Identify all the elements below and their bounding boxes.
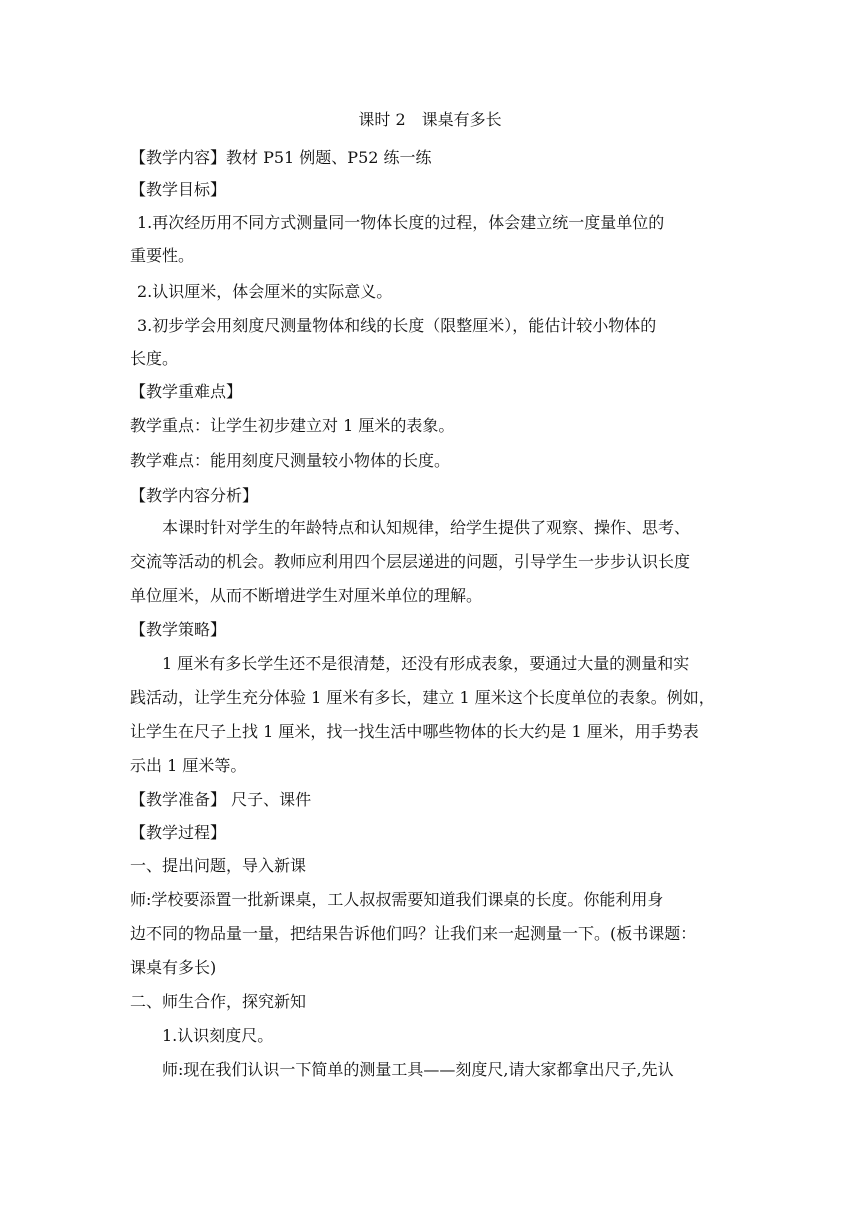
teacher-speech-2-line-1: 师:现在我们认识一下简单的测量工具——刻度尺,请大家都拿出尺子,先认 [162, 1060, 674, 1079]
teacher-speech-1-line-1: 师:学校要添置一批新课桌，工人叔叔需要知道我们课桌的长度。你能利用身 [130, 890, 664, 909]
teacher-speech-1-line-3: 课桌有多长) [130, 958, 217, 977]
strategy-line-1: 1 厘米有多长学生还不是很清楚，还没有形成表象，要通过大量的测量和实 [162, 654, 690, 673]
process-heading: 【教学过程】 [130, 823, 227, 842]
analysis-line-1: 本课时针对学生的年龄特点和认知规律，给学生提供了观察、操作、思考、 [162, 518, 691, 537]
strategy-line-2: 践活动，让学生充分体验 1 厘米有多长，建立 1 厘米这个长度单位的表象。例如， [130, 688, 715, 707]
strategy-line-4: 示出 1 厘米等。 [130, 756, 247, 775]
goal-1-line-2: 重要性。 [130, 246, 195, 265]
key-point: 教学重点：让学生初步建立对 1 厘米的表象。 [130, 416, 455, 435]
strategy-line-3: 让学生在尺子上找 1 厘米，找一找生活中哪些物体的长大约是 1 厘米，用手势表 [130, 722, 699, 741]
key-points-heading: 【教学重难点】 [130, 382, 243, 401]
goal-3-line-1: 3.初步学会用刻度尺测量物体和线的长度（限整厘米），能估计较小物体的 [137, 316, 657, 335]
difficult-point: 教学难点：能用刻度尺测量较小物体的长度。 [130, 451, 451, 470]
analysis-line-2: 交流等活动的机会。教师应利用四个层层递进的问题，引导学生一步步认识长度 [130, 552, 691, 571]
goal-1-line-1: 1.再次经历用不同方式测量同一物体长度的过程，体会建立统一度量单位的 [137, 213, 665, 232]
section-2-heading: 二、师生合作，探究新知 [130, 992, 307, 1011]
teaching-content: 【教学内容】教材 P51 例题、P52 练一练 [130, 148, 432, 167]
goal-3-line-2: 长度。 [130, 349, 179, 368]
strategy-heading: 【教学策略】 [130, 620, 227, 639]
teacher-speech-1-line-2: 边不同的物品量一量，把结果告诉他们吗？让我们来一起测量一下。(板书课题： [130, 924, 697, 943]
analysis-heading: 【教学内容分析】 [130, 486, 259, 505]
section-1-heading: 一、提出问题，导入新课 [130, 856, 307, 875]
preparation: 【教学准备】 尺子、课件 [130, 790, 312, 809]
analysis-line-3: 单位厘米，从而不断增进学生对厘米单位的理解。 [130, 586, 483, 605]
goals-heading: 【教学目标】 [130, 180, 227, 199]
lesson-title: 课时 2 课桌有多长 [358, 110, 502, 129]
subsection-1: 1.认识刻度尺。 [162, 1026, 274, 1045]
goal-2: 2.认识厘米，体会厘米的实际意义。 [137, 282, 393, 301]
